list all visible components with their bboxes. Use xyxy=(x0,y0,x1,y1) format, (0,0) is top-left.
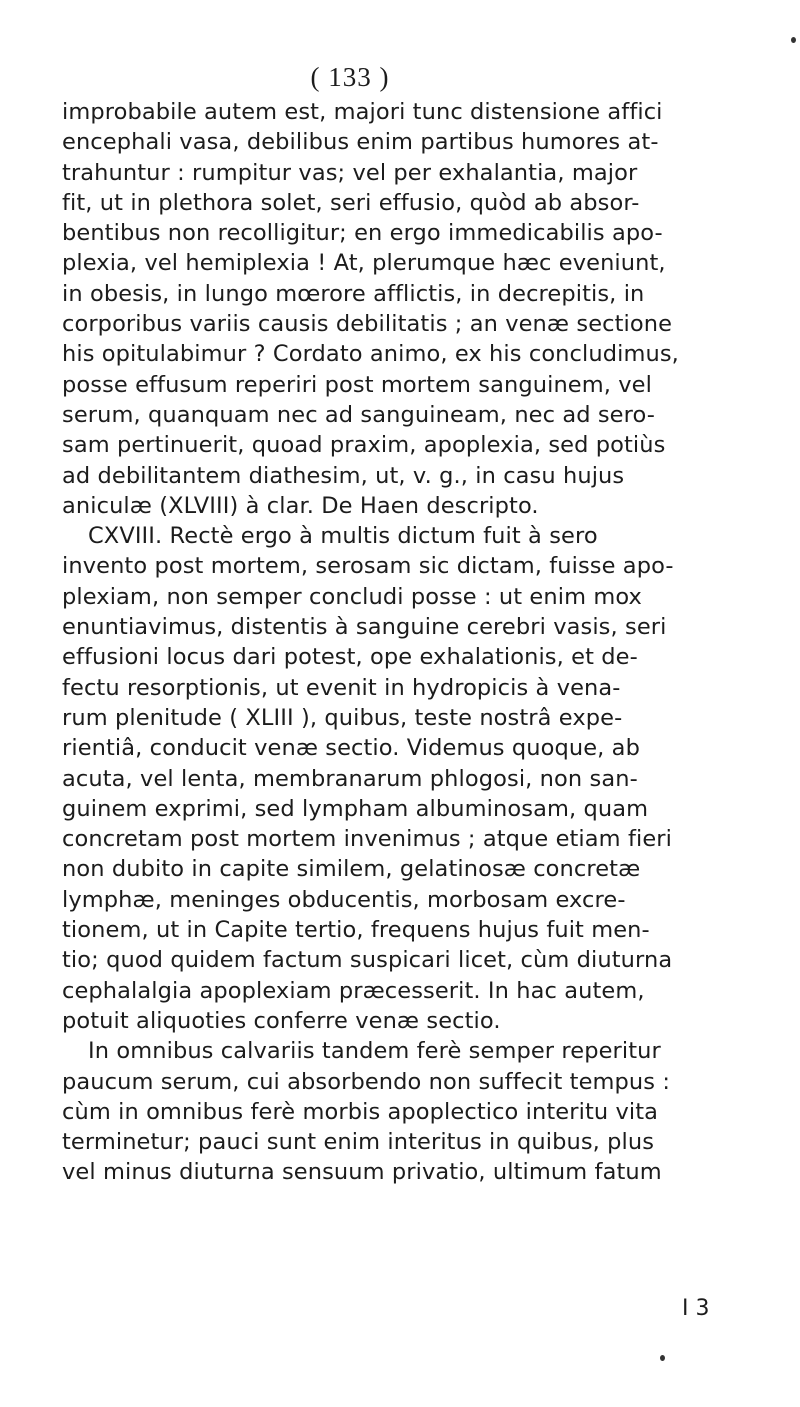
text-line: plexiam, non semper concludi posse : ut enim mox xyxy=(62,583,642,610)
text-line: acuta, vel lenta, membranarum phlogosi, non san- xyxy=(62,765,638,792)
text-line: non dubito in capite similem, gelatinosæ concretæ xyxy=(62,856,641,883)
text-line: improbabile autem est, majori tunc distensione affici xyxy=(62,99,663,125)
ink-speck xyxy=(791,37,796,43)
text-line: potuit aliquoties conferre venæ sectio. xyxy=(62,1007,501,1034)
text-line: rientiâ, conducit venæ sectio. Videmus quoque, ab xyxy=(62,735,640,762)
text-line: rum plenitude ( XLIII ), quibus, teste nostrâ expe- xyxy=(62,704,623,731)
text-line: tionem, ut in Capite tertio, frequens hujus fuit men- xyxy=(62,917,650,944)
text-line: invento post mortem, serosam sic dictam, fuisse apo- xyxy=(62,553,674,580)
text-line: tio; quod quidem factum suspicari licet, cùm diuturna xyxy=(62,947,673,974)
text-line: posse effusum reperiri post mortem sanguinem, vel xyxy=(62,371,652,398)
text-line: aniculæ (XLVIII) à clar. De Haen descripto. xyxy=(62,492,539,519)
text-line: fectu resorptionis, ut evenit in hydropicis à vena- xyxy=(62,674,621,701)
text-line: guinem exprimi, sed lympham albuminosam, quam xyxy=(62,795,649,822)
text-line: in obesis, in lungo mœrore afflictis, in decrepitis, in xyxy=(62,280,645,307)
text-line: CXVIII. Rectè ergo à multis dictum fuit à sero xyxy=(88,523,598,550)
text-line: corporibus variis causis debilitatis ; an venæ sectione xyxy=(62,311,673,338)
text-line: plexia, vel hemiplexia ! At, plerumque hæc eveniunt, xyxy=(62,250,666,277)
text-line: serum, quanquam nec ad sanguineam, nec ad sero- xyxy=(62,401,655,428)
text-line: sam pertinuerit, quoad praxim, apoplexia, sed potiùs xyxy=(62,432,666,459)
text-line: his opitulabimur ? Cordato animo, ex his concludimus, xyxy=(62,341,679,368)
text-line: encephali vasa, debilibus enim partibus humores at- xyxy=(62,129,659,156)
text-line: effusioni locus dari potest, ope exhalationis, et de- xyxy=(62,644,638,671)
text-line: concretam post mortem invenimus ; atque etiam fieri xyxy=(62,826,672,853)
ink-speck xyxy=(660,1355,665,1361)
text-line: In omnibus calvariis tandem ferè semper reperitur xyxy=(88,1038,661,1065)
text-line: vel minus diuturna sensuum privatio, ultimum fatum xyxy=(62,1159,662,1186)
catchword: I 3 xyxy=(682,1296,710,1321)
text-line: enuntiavimus, distentis à sanguine cerebri vasis, seri xyxy=(62,614,667,641)
page-number: ( 133 ) xyxy=(310,62,390,92)
text-line: cùm in omnibus ferè morbis apoplectico interitu vita xyxy=(62,1098,659,1125)
text-line: cephalalgia apoplexiam præcesserit. In hac autem, xyxy=(62,977,645,1004)
text-line: ad debilitantem diathesim, ut, v. g., in casu hujus xyxy=(62,462,625,489)
body-text xyxy=(62,97,800,1188)
text-line: terminetur; pauci sunt enim interitus in quibus, plus xyxy=(62,1129,655,1156)
text-line: paucum serum, cui absorbendo non suffecit tempus : xyxy=(62,1068,671,1095)
text-line: bentibus non recolligitur; en ergo immedicabilis apo- xyxy=(62,220,663,247)
text-line: trahuntur : rumpitur vas; vel per exhalantia, major xyxy=(62,159,638,186)
text-line: fit, ut in plethora solet, seri effusio, quòd ab absor- xyxy=(62,189,640,216)
text-line: lymphæ, meninges obducentis, morbosam excre- xyxy=(62,886,626,913)
